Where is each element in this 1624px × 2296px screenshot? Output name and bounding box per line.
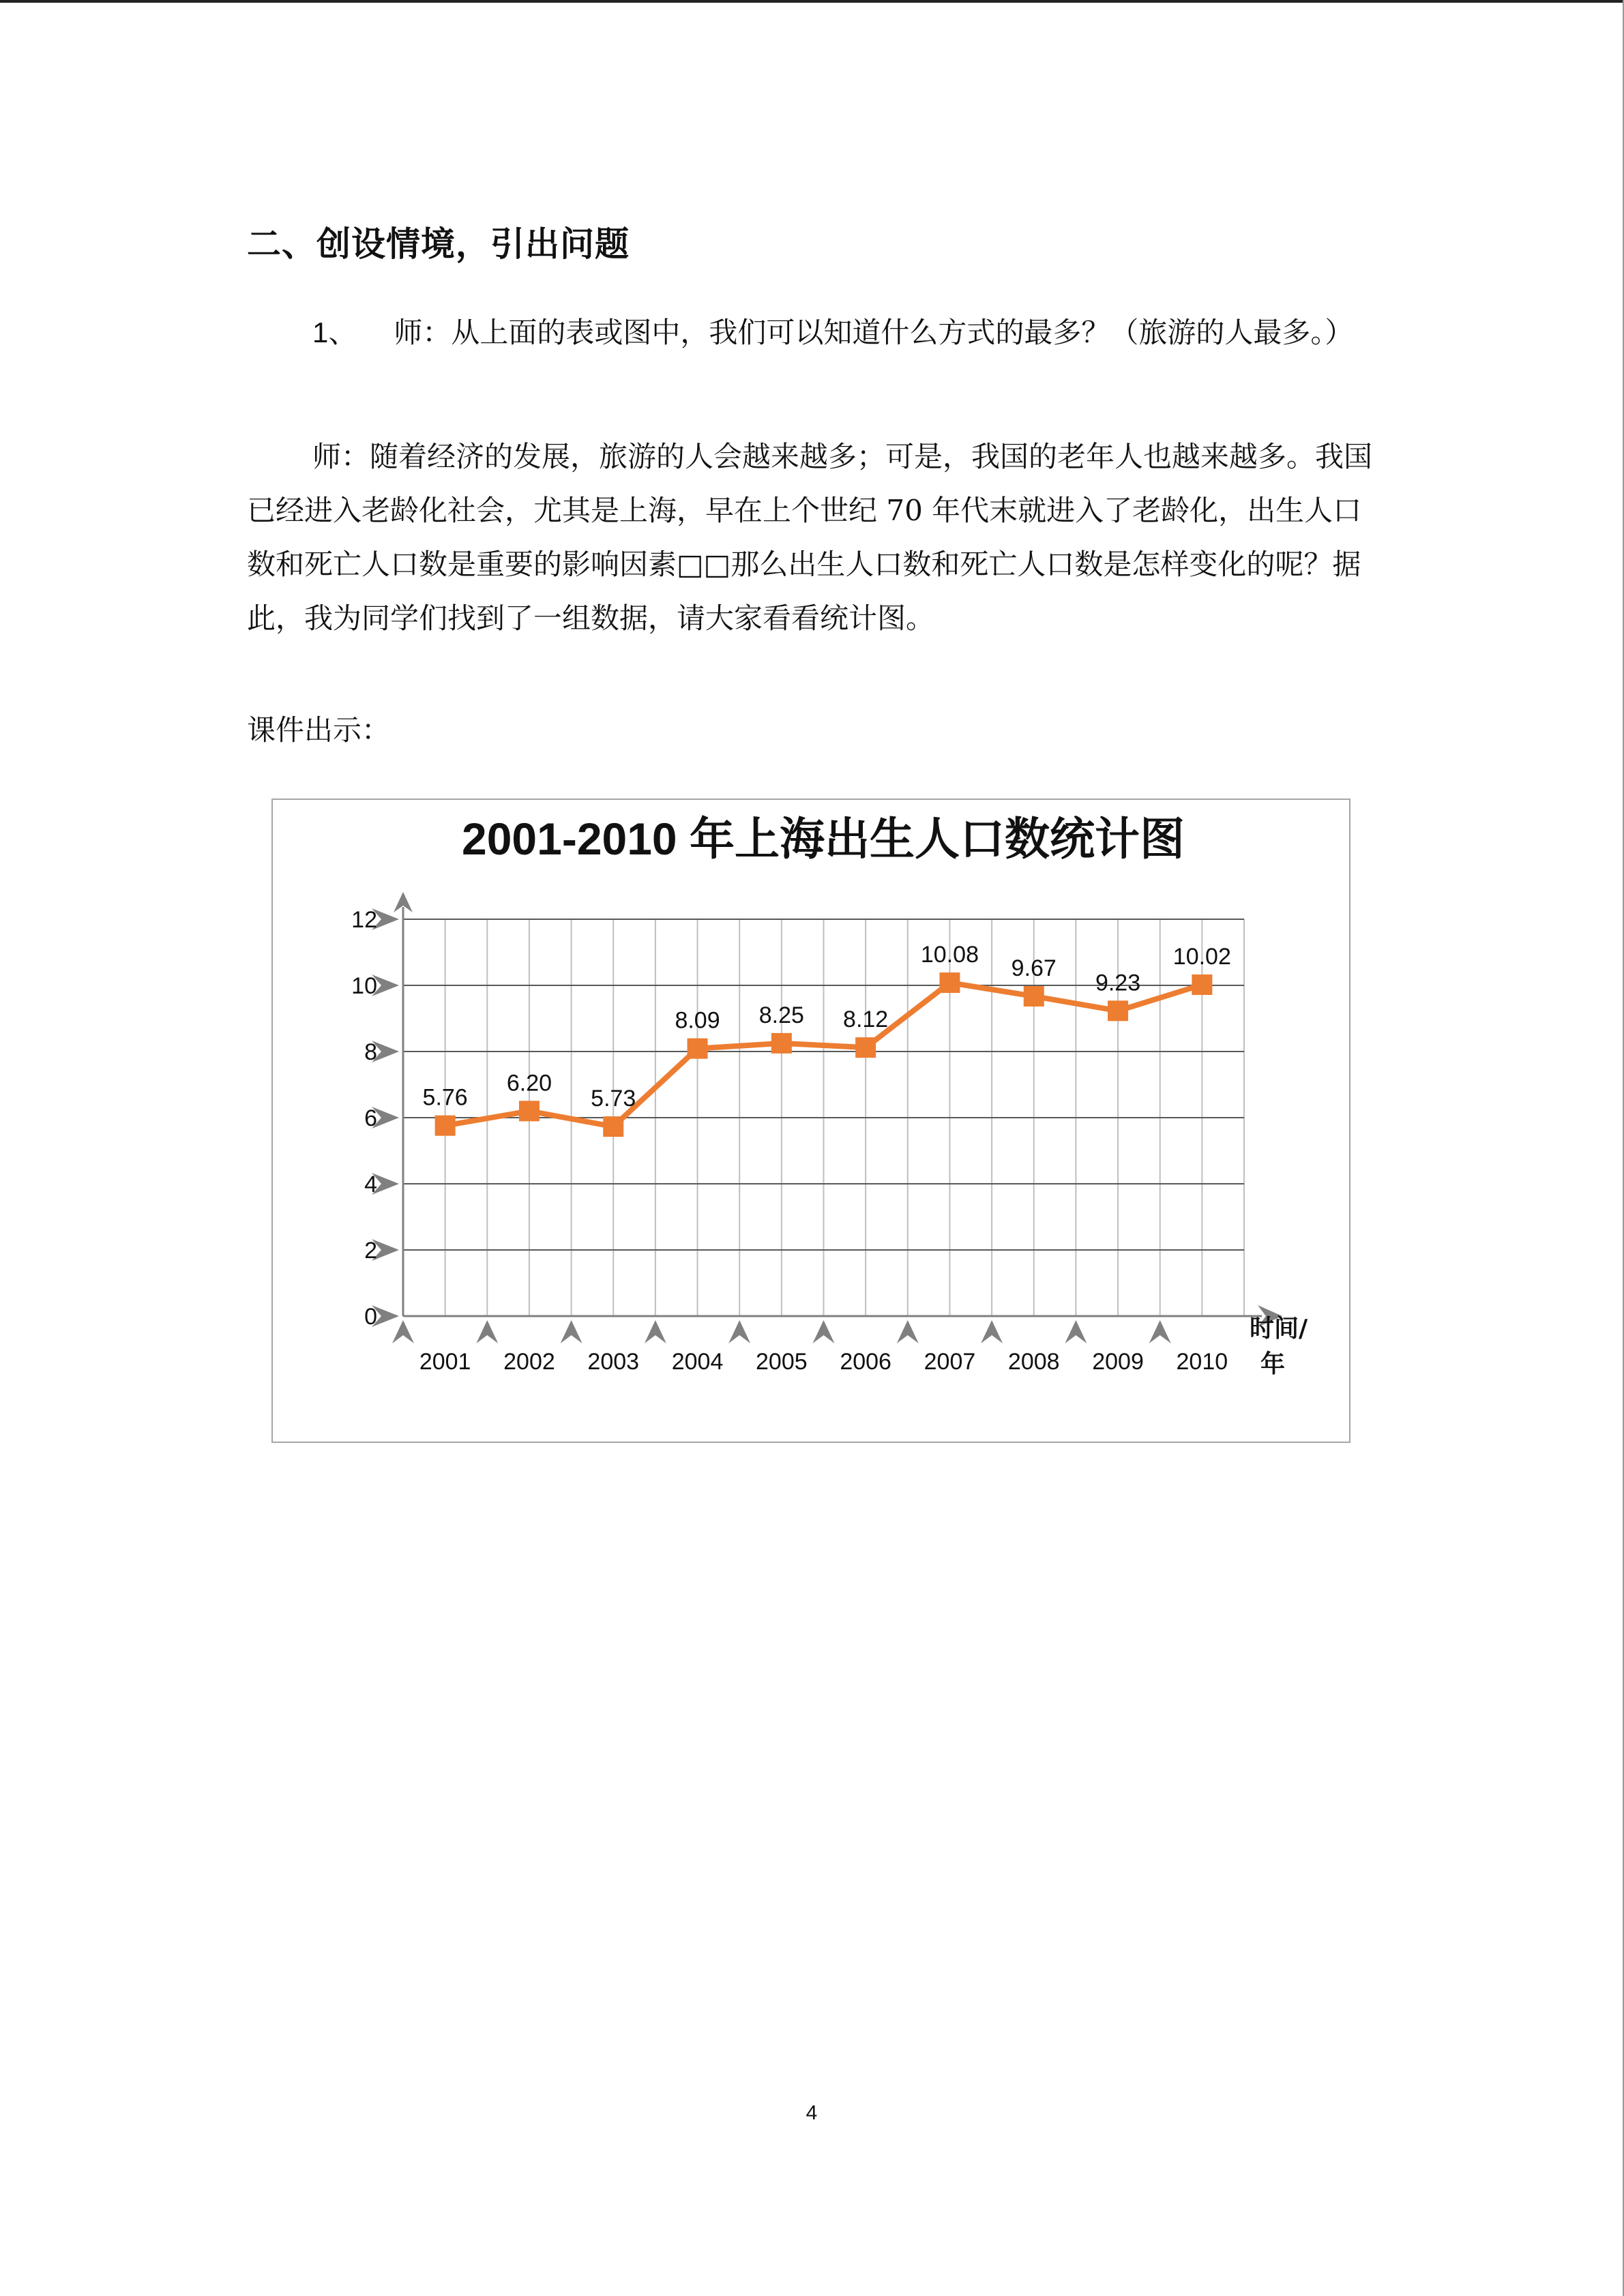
y-tick-label: 12 bbox=[351, 907, 377, 933]
x-tick-arrow-icon bbox=[1149, 1320, 1171, 1343]
data-point-marker bbox=[688, 1039, 708, 1059]
paragraph-1-number: 1、 bbox=[312, 316, 357, 348]
paragraph-1 bbox=[247, 305, 1379, 359]
x-tick-arrow-icon bbox=[392, 1320, 414, 1343]
data-point-marker bbox=[1024, 986, 1044, 1007]
y-tick-label: 2 bbox=[364, 1238, 377, 1264]
x-tick-arrow-icon bbox=[1065, 1320, 1087, 1343]
data-label: 10.02 bbox=[1172, 944, 1231, 970]
data-label: 9.23 bbox=[1095, 970, 1141, 996]
data-label: 6.20 bbox=[506, 1070, 552, 1097]
x-axis-label-unit: 年 bbox=[1260, 1350, 1286, 1378]
data-point-marker bbox=[939, 972, 960, 993]
chart-frame bbox=[271, 799, 1350, 1443]
data-label: 8.09 bbox=[675, 1007, 720, 1034]
data-point-marker bbox=[1192, 974, 1212, 995]
data-point-marker bbox=[1108, 1000, 1128, 1021]
data-label: 9.67 bbox=[1011, 955, 1057, 982]
page-number: 4 bbox=[806, 2102, 818, 2124]
x-tick-label: 2005 bbox=[756, 1349, 808, 1375]
paragraph-2: 师：随着经济的发展，旅游的人会越来越多；可是，我国的老年人也越来越多。我国已经进入老龄化社会，尤其是上海，早在上个世纪 70 年代末就进入了老龄化，出生人口数和死亡人口数是重要的影响因素□□那么出生人口数和死亡人口数是怎样变化的呢？据此，我为同学们找到了一组数据，请大家看看统计图。 bbox=[247, 440, 1373, 635]
x-tick-label: 2002 bbox=[503, 1349, 555, 1375]
section-heading: 二、创设情境，引出问题 bbox=[247, 224, 630, 264]
data-label: 5.73 bbox=[591, 1086, 636, 1112]
data-label: 10.08 bbox=[920, 942, 979, 968]
x-tick-label: 2007 bbox=[924, 1349, 976, 1375]
x-tick-label: 2008 bbox=[1007, 1349, 1060, 1375]
chart-title: 2001-2010 年上海出生人口数统计图 bbox=[462, 814, 1185, 864]
y-tick-label: 4 bbox=[364, 1172, 377, 1197]
y-tick-label: 8 bbox=[364, 1039, 377, 1065]
x-tick-label: 2009 bbox=[1092, 1349, 1144, 1375]
paragraph-3: 课件出示： bbox=[247, 713, 391, 747]
x-tick-arrow-icon bbox=[645, 1320, 666, 1343]
x-tick-label: 2004 bbox=[671, 1349, 724, 1375]
data-label: 5.76 bbox=[422, 1084, 468, 1111]
x-tick-arrow-icon bbox=[728, 1320, 750, 1343]
data-point-marker bbox=[603, 1116, 623, 1137]
y-tick-label: 10 bbox=[351, 973, 377, 999]
x-tick-arrow-icon bbox=[561, 1320, 582, 1343]
x-tick-label: 2003 bbox=[587, 1349, 640, 1375]
data-point-marker bbox=[771, 1033, 792, 1054]
data-point-marker bbox=[435, 1116, 456, 1136]
x-tick-label: 2001 bbox=[419, 1349, 471, 1375]
x-tick-arrow-icon bbox=[897, 1320, 919, 1343]
birth-population-line-chart bbox=[273, 800, 1352, 1444]
x-tick-arrow-icon bbox=[476, 1320, 498, 1343]
data-label: 8.25 bbox=[758, 1002, 804, 1028]
y-tick-label: 0 bbox=[364, 1304, 377, 1330]
x-tick-label: 2006 bbox=[840, 1349, 891, 1375]
data-label: 8.12 bbox=[843, 1007, 889, 1033]
x-axis-label: 时间/ bbox=[1250, 1315, 1308, 1343]
data-point-marker bbox=[519, 1101, 540, 1121]
x-tick-arrow-icon bbox=[813, 1320, 835, 1343]
x-tick-arrow-icon bbox=[981, 1320, 1003, 1343]
data-point-marker bbox=[855, 1037, 876, 1058]
page-top-rule bbox=[0, 0, 1624, 3]
y-tick-label: 6 bbox=[364, 1105, 377, 1131]
x-tick-label: 2010 bbox=[1176, 1349, 1228, 1375]
paragraph-1-text: 师：从上面的表或图中，我们可以知道什么方式的最多？（旅游的人最多。） bbox=[394, 316, 1354, 349]
